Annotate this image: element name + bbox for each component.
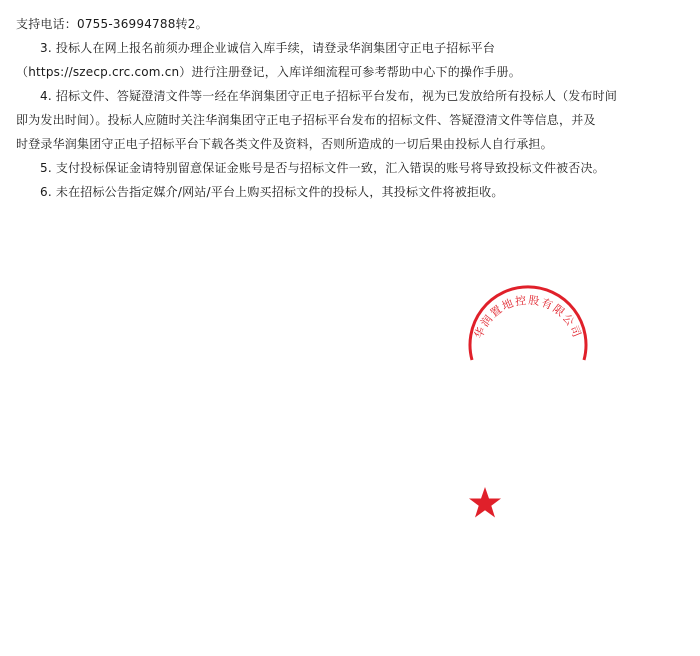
- item-4-line-1: 4. 招标文件、答疑澄清文件等一经在华润集团守正电子招标平台发布，视为已发放给所有投标人（发布时间: [40, 89, 618, 103]
- item-4-line-2: 即为发出时间）。投标人应随时关注华润集团守正电子招标平台发布的招标文件、答疑澄清文件等信息，并及: [16, 113, 596, 127]
- item-6-line: 6. 未在招标公告指定媒介/网站/平台上购买招标文件的投标人，其投标文件将被拒收。: [40, 185, 504, 199]
- item-3-line-1: 3. 投标人在网上报名前须办理企业诚信入库手续，请登录华润集团守正电子招标平台: [40, 41, 496, 55]
- seal-star-icon: [468, 486, 502, 520]
- support-phone-line: 支持电话：0755-36994788转2。: [16, 17, 208, 31]
- item-4-line-3: 时登录华润集团守正电子招标平台下载各类文件及资料，否则所造成的一切后果由投标人自行承担。: [16, 137, 553, 151]
- seal-text: 华润置地控股有限公司: [472, 293, 584, 341]
- item-5-line: 5. 支付投标保证金请特别留意保证金账号是否与招标文件一致，汇入错误的账号将导致投标文件被否决。: [40, 161, 605, 175]
- item-3-line-2: （https://szecp.crc.com.cn）进行注册登记，入库详细流程可参考帮助中心下的操作手册。: [16, 65, 521, 79]
- document-body: [16, 12, 688, 204]
- company-seal: [458, 268, 598, 408]
